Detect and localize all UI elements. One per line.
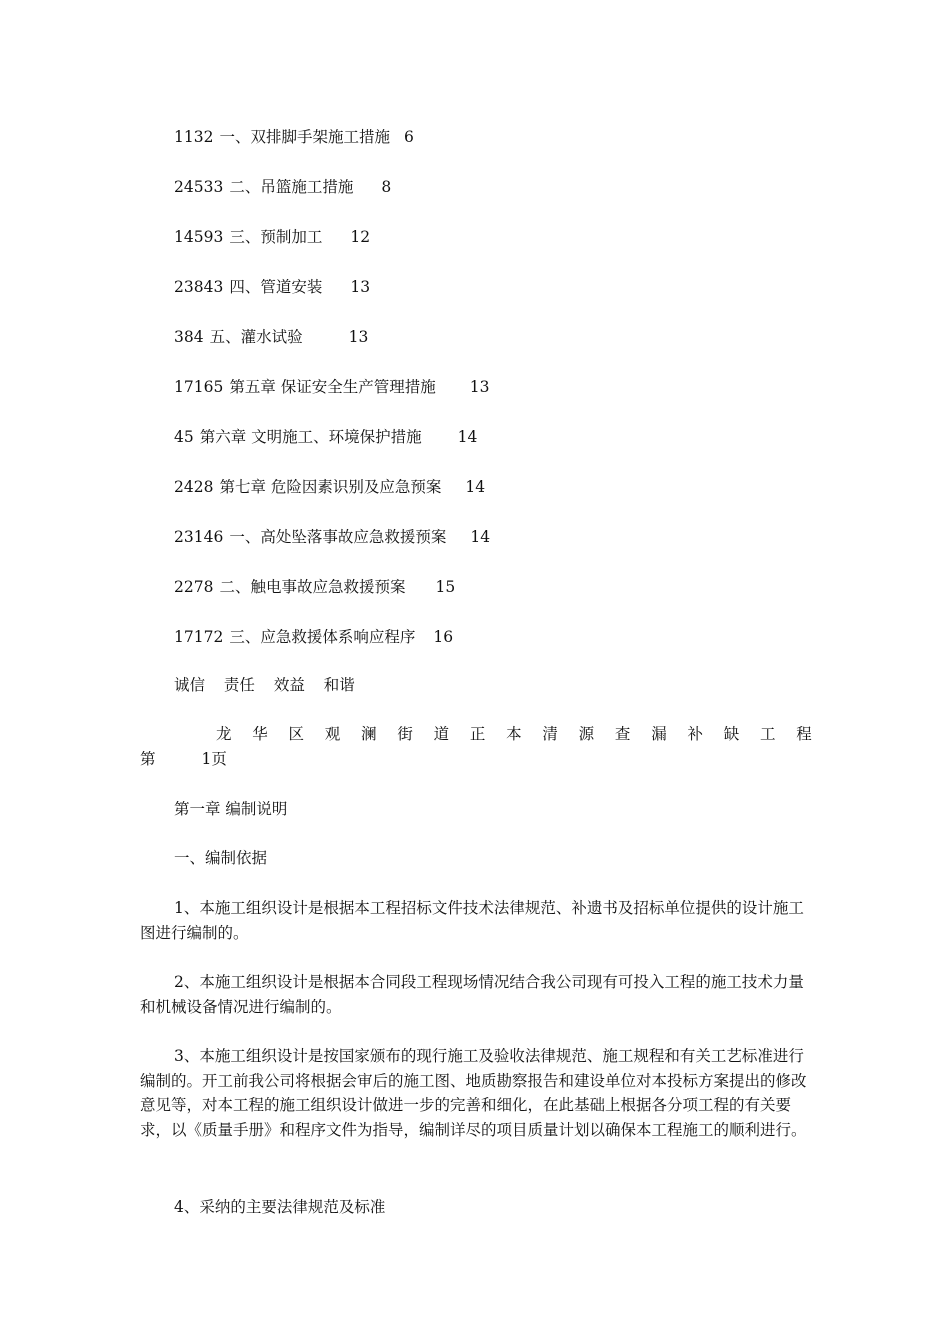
toc-anchor-number: 23843 (174, 278, 224, 296)
toc-anchor-number: 23146 (174, 528, 224, 546)
toc-title: 一、双排脚手架施工措施 (219, 128, 390, 146)
toc-page-number: 6 (403, 128, 414, 146)
toc-entry[interactable] (174, 575, 490, 625)
section-title-block (140, 846, 812, 871)
project-name-char: 龙 (216, 725, 232, 743)
chapter-title: 第一章 编制说明 (174, 800, 288, 818)
toc-title: 第五章 保证安全生产管理措施 (229, 378, 436, 396)
chapter-title-block (140, 797, 812, 822)
project-name-char: 查 (614, 725, 631, 743)
toc-page-number: 16 (433, 628, 454, 646)
paragraph-block (140, 970, 812, 1019)
toc-entry[interactable] (174, 125, 490, 175)
toc-entry[interactable] (174, 625, 490, 675)
toc-title: 二、吊篮施工措施 (229, 178, 354, 196)
toc-page-number: 15 (435, 578, 456, 596)
toc-entry[interactable] (174, 175, 490, 225)
project-name-char: 区 (288, 725, 305, 743)
toc-title: 五、灌水试验 (209, 328, 303, 346)
toc-entry[interactable] (174, 325, 490, 375)
paragraph: 1、本施工组织设计是根据本工程招标文件技术法律规范、补遗书及招标单位提供的设计施工图进行编制的。 (140, 899, 804, 942)
toc-anchor-number: 45 (174, 428, 194, 446)
toc-anchor-number: 2428 (174, 478, 214, 496)
toc-title: 三、应急救援体系响应程序 (229, 628, 416, 646)
project-name-char: 本 (506, 725, 522, 743)
toc-title: 四、管道安装 (229, 278, 323, 296)
toc-title: 第六章 文明施工、环境保护措施 (199, 428, 422, 446)
toc-anchor-number: 24533 (174, 178, 224, 196)
project-name-char: 道 (433, 725, 450, 743)
toc-page-number: 12 (350, 228, 371, 246)
toc-title: 三、预制加工 (229, 228, 323, 246)
project-name-char: 源 (578, 725, 595, 743)
toc-page-number: 14 (470, 528, 491, 546)
toc-anchor-number: 17172 (174, 628, 224, 646)
project-name-char: 程 (796, 725, 812, 743)
table-of-contents (174, 125, 490, 675)
toc-title: 一、高处坠落事故应急救援预案 (229, 528, 447, 546)
project-name-char: 观 (324, 725, 341, 743)
company-motto: 诚信 责任 效益 和谐 (174, 676, 355, 694)
toc-page-number: 14 (457, 428, 478, 446)
toc-page-number: 13 (469, 378, 490, 396)
project-name-char: 澜 (361, 725, 377, 743)
project-name-char: 正 (469, 725, 486, 743)
project-name-char: 华 (252, 725, 268, 743)
toc-page-number: 13 (350, 278, 371, 296)
paragraph: 2、本施工组织设计是根据本合同段工程现场情况结合我公司现有可投入工程的施工技术力量和机械设备情况进行编制的。 (140, 973, 804, 1016)
paragraph-block (140, 1044, 812, 1142)
project-name (140, 722, 812, 746)
section-title: 一、编制依据 (174, 849, 268, 867)
project-name-char: 缺 (723, 725, 740, 743)
paragraph-block (140, 896, 812, 945)
toc-page-number: 8 (381, 178, 392, 196)
toc-anchor-number: 1132 (174, 128, 214, 146)
project-name-char: 漏 (651, 725, 667, 743)
toc-title: 第七章 危险因素识别及应急预案 (219, 478, 442, 496)
toc-entry[interactable] (174, 375, 490, 425)
page-indicator (140, 747, 227, 771)
toc-anchor-number: 17165 (174, 378, 224, 396)
toc-entry[interactable] (174, 225, 490, 275)
toc-anchor-number: 384 (174, 328, 204, 346)
project-name-char: 工 (759, 725, 776, 743)
toc-entry[interactable] (174, 525, 490, 575)
project-name-char: 街 (397, 725, 413, 743)
page-prefix: 第 (140, 750, 156, 768)
project-name-char: 补 (687, 725, 703, 743)
project-name-char: 清 (542, 725, 558, 743)
toc-entry[interactable] (174, 275, 490, 325)
toc-anchor-number: 2278 (174, 578, 214, 596)
toc-entry[interactable] (174, 425, 490, 475)
paragraph: 3、本施工组织设计是按国家颁布的现行施工及验收法律规范、施工规程和有关工艺标准进行编制的。开工前我公司将根据会审后的施工图、地质勘察报告和建设单位对本投标方案提出的修改意见等，对本工程的施工组织设计做进一步的完善和细化，在此基础上根据各分项工程的有关要求，以《质量手册》和程序文件为指导，编制详尽的项目质量计划以确保本工程施工的顺利进行。 (140, 1047, 807, 1139)
paragraph: 4、采纳的主要法律规范及标准 (174, 1198, 386, 1216)
toc-title: 二、触电事故应急救援预案 (219, 578, 406, 596)
paragraph-block (140, 1195, 812, 1220)
toc-page-number: 13 (348, 328, 369, 346)
toc-page-number: 14 (465, 478, 486, 496)
page-header (140, 722, 812, 746)
toc-entry[interactable] (174, 475, 490, 525)
toc-anchor-number: 14593 (174, 228, 224, 246)
page-number: 1页 (201, 750, 227, 768)
